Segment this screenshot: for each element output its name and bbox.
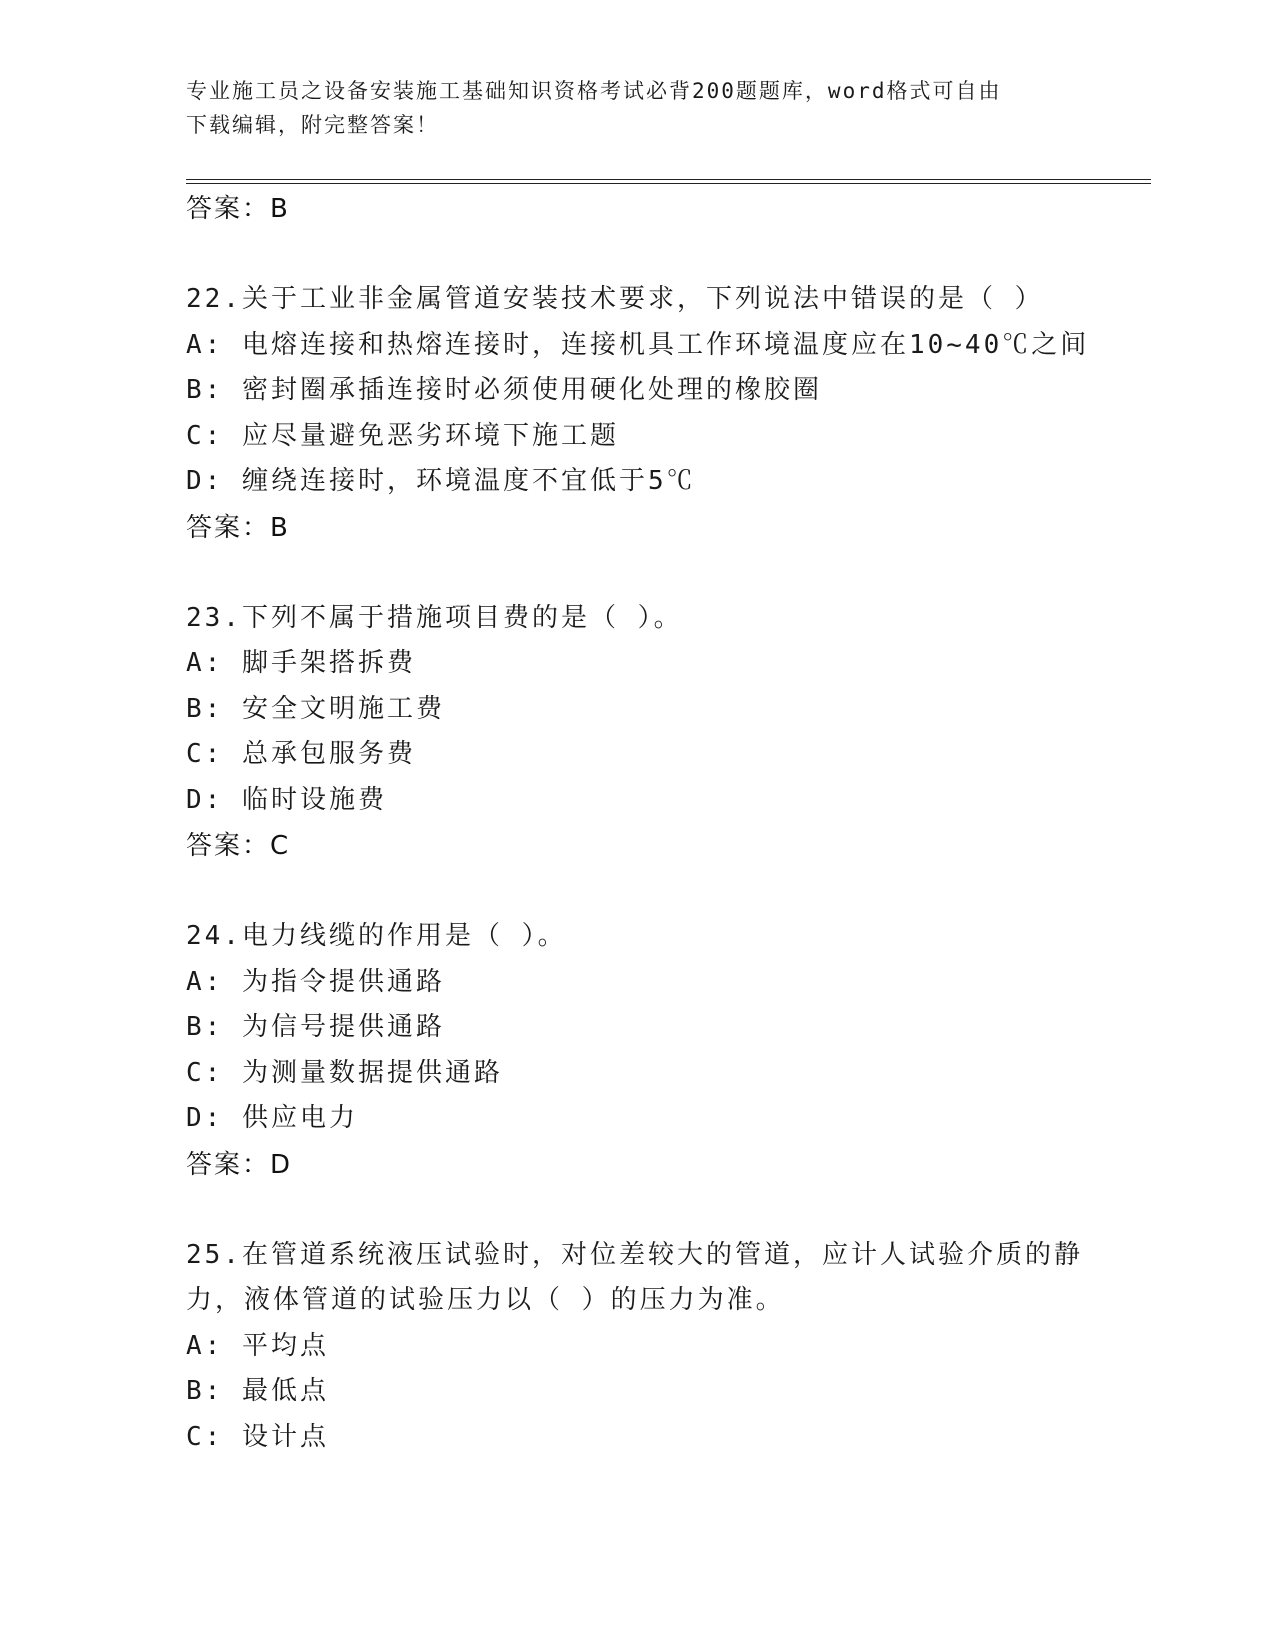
answer-label: 答案：C: [186, 831, 291, 861]
option-c: C: 应尽量避免恶劣环境下施工题: [186, 420, 619, 451]
header-divider-bottom: [186, 183, 1151, 184]
option-c: C: 总承包服务费: [186, 739, 416, 769]
header-title-line-1: 专业施工员之设备安装施工基础知识资格考试必背200题题库，word格式可自由: [186, 79, 1002, 103]
option-c: C: 为测量数据提供通路: [186, 1057, 503, 1088]
header-title-line-2: 下载编辑，附完整答案！: [186, 113, 439, 137]
option-b: B: 安全文明施工费: [186, 693, 445, 724]
option-a: A: 平均点: [186, 1330, 329, 1361]
option-b: B: 密封圈承插连接时必须使用硬化处理的橡胶圈: [186, 375, 822, 405]
option-b: B: 最低点: [186, 1376, 329, 1406]
option-d: D: 缠绕连接时，环境温度不宜低于5℃: [186, 466, 696, 496]
question-22: [186, 277, 1186, 551]
option-b: B: 为信号提供通路: [186, 1012, 445, 1042]
question-text-line-2: 力，液体管道的试验压力以（ ）的压力为准。: [186, 1285, 785, 1315]
question-text: 22.关于工业非金属管道安装技术要求，下列说法中错误的是（ ）: [186, 284, 1044, 314]
question-list: [186, 186, 1186, 1460]
question-25: [186, 1233, 1186, 1461]
spacer: [186, 869, 1186, 914]
page-header: [186, 74, 1066, 142]
question-text-line-1: 25.在管道系统液压试验时，对位差较大的管道，应计人试验介质的静: [186, 1239, 1083, 1270]
previous-answer: 答案：B: [186, 194, 290, 224]
spacer: [186, 1188, 1186, 1233]
answer-label: 答案：B: [186, 512, 290, 543]
header-divider-top: [186, 179, 1151, 180]
option-a: A: 为指令提供通路: [186, 966, 445, 997]
spacer: [186, 551, 1186, 596]
option-a: A: 脚手架搭拆费: [186, 648, 416, 678]
spacer: [186, 232, 1186, 277]
option-a: A: 电熔连接和热熔连接时，连接机具工作环境温度应在10~40℃之间: [186, 329, 1090, 360]
question-text: 24.电力线缆的作用是（ ）。: [186, 921, 567, 951]
question-23: [186, 596, 1186, 870]
option-d: D: 供应电力: [186, 1103, 358, 1133]
answer-label: 答案：D: [186, 1149, 293, 1180]
option-d: D: 临时设施费: [186, 784, 387, 815]
option-c: C: 设计点: [186, 1421, 329, 1452]
question-text: 23.下列不属于措施项目费的是（ ）。: [186, 602, 683, 633]
question-24: [186, 914, 1186, 1188]
